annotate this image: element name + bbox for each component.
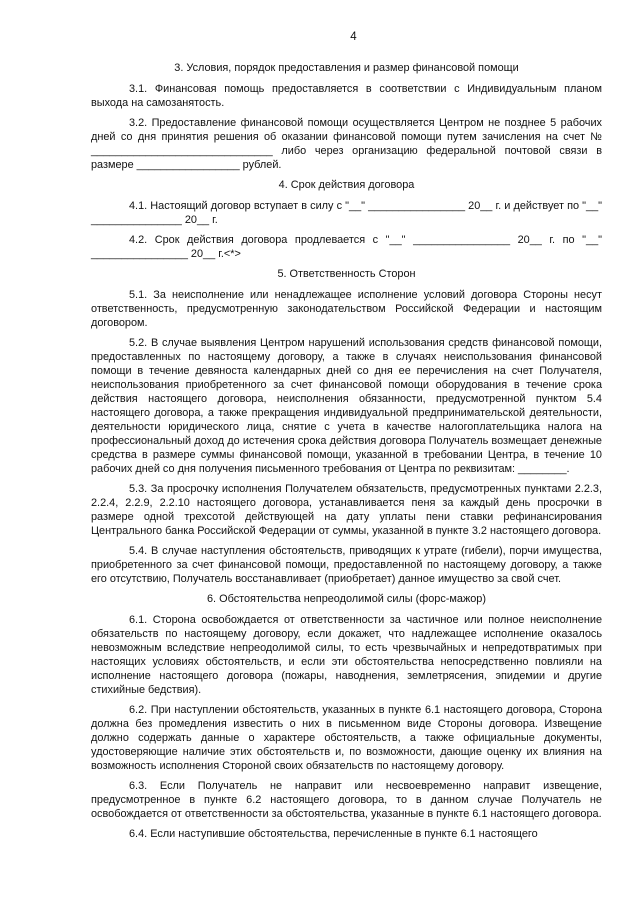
paragraph-6-2: 6.2. При наступлении обстоятельств, указанных в пункте 6.1 настоящего договора, Сторона должна без промедления известить о них в письменном виде Стороны договора. Извещение должно содержать данные о характере обстоятельств, а также официальные документы, удостоверяющие наличие этих обстоятельств и, по возможности, дающие оценку их влияния на возможность исполнения Стороной своих обязательств по настоящему договору. <box>91 704 602 772</box>
paragraph-6-3: 6.3. Если Получатель не направит или несвоевременно направит извещение, предусмотренное в пункте 6.2 настоящего договора, то в данном случае Получатель не освобождается от ответственности за обстоятельства, указанные в пункте 6.1 настоящего договора. <box>91 780 602 820</box>
section-heading: 4. Срок действия договора <box>278 179 415 191</box>
section-heading: 5. Ответственность Сторон <box>277 268 416 280</box>
paragraph-6-4: 6.4. Если наступившие обстоятельства, перечисленные в пункте 6.1 настоящего <box>129 828 538 840</box>
section-6-force-majeure <box>91 592 602 841</box>
paragraph-5-1: 5.1. За неисполнение или ненадлежащее исполнение условий договора Стороны несут ответственность, предусмотренную законодательством Российской Федерации и настоящим договором. <box>91 289 602 329</box>
section-heading: 3. Условия, порядок предоставления и размер финансовой помощи <box>174 62 519 74</box>
paragraph-3-1: 3.1. Финансовая помощь предоставляется в соответствии с Индивидуальным планом выхода на самозанятость. <box>91 83 602 109</box>
paragraph-5-3: 5.3. За просрочку исполнения Получателем обязательств, предусмотренных пунктами 2.2.3, 2.2.4, 2.2.9, 2.2.10 настоящего договора, устанавливается пеня за каждый день просрочки в размере одной трехсотой действующей на дату уплаты пени ставки рефинансирования Центрального банка Российской Федерации от суммы, указанной в пункте 3.2 настоящего договора. <box>91 483 602 537</box>
paragraph-3-2: 3.2. Предоставление финансовой помощи осуществляется Центром не позднее 5 рабочих дней со дня принятия решения об оказании финансовой помощи путем зачисления на счет № ______________________________ либо через организацию федеральной почтовой связи в размере _________________ рублей. <box>91 117 602 171</box>
section-4-term <box>91 178 602 261</box>
paragraph-4-2: 4.2. Срок действия договора продлевается с "__" ________________ 20__ г. по "__" ________________ 20__ г.<*> <box>91 234 602 260</box>
paragraph-5-2: 5.2. В случае выявления Центром нарушений использования средств финансовой помощи, предоставленных по настоящему договору, а также в случаях неиспользования финансовой помощи в течение девяноста календарных дней со дня ее перечисления на счет Получателя, неиспользования приобретенного за счет финансовой помощи оборудования в течение срока действия настоящего договора, неисполнения обязанности, предусмотренной пунктом 5.4 настоящего договора, а также прекращения индивидуальной предпринимательской деятельности, деятельности юридического лица, снятие с учета в качестве налогоплательщика налога на профессиональный доход до истечения срока действия договора Получатель возмещает денежные средства в размере суммы финансовой помощи, указанной в требовании Центра, в течение 10 рабочих дней со дня получения письменного требования от Центра по реквизитам: ________. <box>91 337 602 475</box>
page-number: 4 <box>350 31 357 43</box>
section-heading: 6. Обстоятельства непреодолимой силы (форс-мажор) <box>207 593 486 605</box>
paragraph-5-4: 5.4. В случае наступления обстоятельств, приводящих к утрате (гибели), порчи имущества, приобретенного за счет финансовой помощи, предоставленной по настоящему договору, а также его отсутствию, Получатель восстанавливает (приобретает) данное имущество за свой счет. <box>91 545 602 585</box>
paragraph-4-1: 4.1. Настоящий договор вступает в силу с "__" ________________ 20__ г. и действует по "__" _______________ 20__ г. <box>91 200 602 226</box>
paragraph-6-1: 6.1. Сторона освобождается от ответственности за частичное или полное неисполнение обязательств по настоящему договору, если докажет, что надлежащее исполнение оказалось невозможным вследствие непреодолимой силы, то есть чрезвычайных и непредотвратимых при настоящих условиях обстоятельств, и если эти обстоятельства непосредственно повлияли на исполнение настоящего договора (пожары, наводнения, землетрясения, эпидемии и другие стихийные бедствия). <box>91 614 602 696</box>
section-5-liability <box>91 267 602 586</box>
section-3-conditions <box>91 61 602 172</box>
